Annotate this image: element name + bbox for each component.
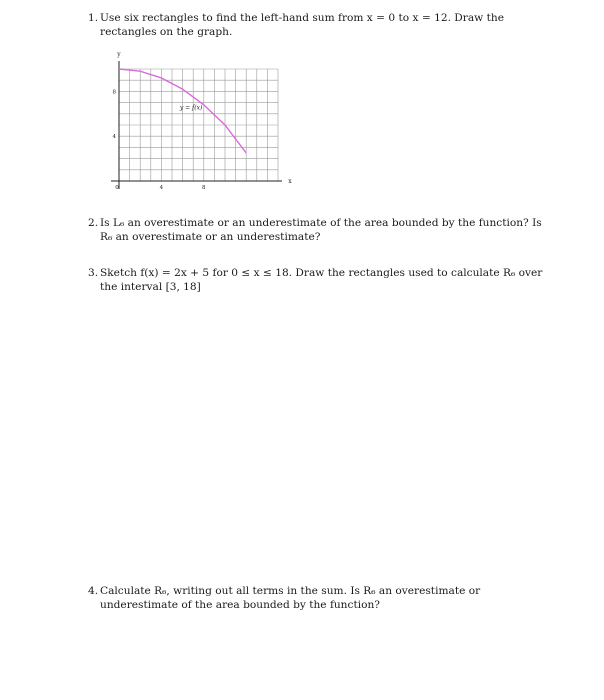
y-tick-label: 8: [112, 89, 116, 96]
problem-4-number: 4.: [88, 585, 99, 597]
problem-4: [88, 584, 548, 612]
function-graph: [97, 44, 297, 194]
problem-4-text: Calculate R₆, writing out all terms in the sum. Is R₆ an overestimate or underestimate of the area bounded by the function?: [100, 585, 481, 611]
problem-2-number: 2.: [88, 217, 99, 229]
x-tick-label: 8: [202, 185, 206, 191]
problem-2-text: Is L₆ an overestimate or an underestimate of the area bounded by the function? Is R₆ an overestimate or an underestimate?: [100, 217, 542, 243]
problem-2: [88, 216, 548, 244]
x-tick-label: 0: [115, 185, 119, 191]
graph-grid: [119, 69, 278, 181]
problem-1-text: Use six rectangles to find the left-hand sum from x = 0 to x = 12. Draw the rectangles on the graph.: [100, 12, 504, 38]
problem-3-number: 3.: [88, 267, 99, 279]
problem-3: [88, 266, 548, 294]
problem-3-text: Sketch f(x) = 2x + 5 for 0 ≤ x ≤ 18. Draw the rectangles used to calculate R₆ over the interval [3, 18]: [100, 267, 543, 293]
y-axis-label: y: [117, 51, 121, 58]
x-axis-label: x: [288, 178, 292, 185]
curve-label: y = f(x): [179, 104, 203, 112]
problem-1: [88, 11, 548, 39]
x-tick-label: 4: [159, 185, 164, 191]
y-tick-label: 4: [112, 134, 116, 141]
problem-1-number: 1.: [88, 12, 99, 24]
